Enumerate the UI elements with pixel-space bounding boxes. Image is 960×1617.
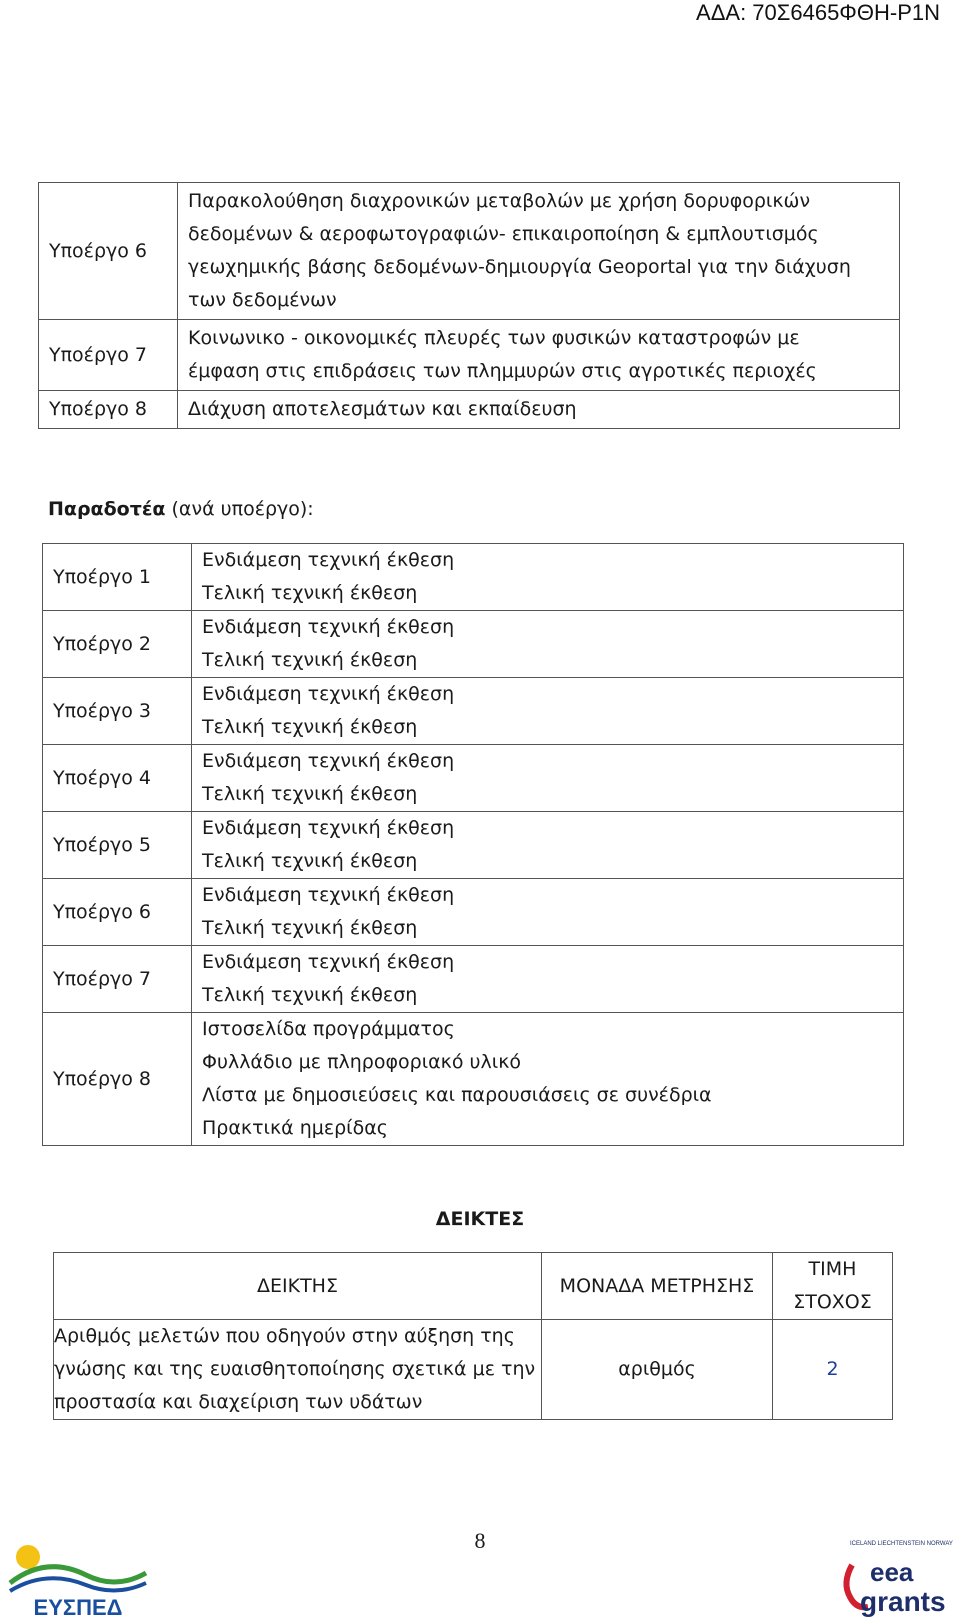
subproject-description <box>178 391 900 429</box>
unit-value: αριθμός <box>542 1320 773 1420</box>
page-number: 8 <box>474 1528 486 1553</box>
table-row <box>43 946 904 1013</box>
table-row <box>43 745 904 812</box>
description-line: δεδομένων & αεροφωτογραφιών- επικαιροποίηση & εμπλουτισμός <box>188 223 819 245</box>
subproject-label: Υποέργο 8 <box>39 391 178 429</box>
deliverable-item: Τελική τεχνική έκθεση <box>202 917 418 939</box>
deliverable-item: Πρακτικά ημερίδας <box>202 1117 388 1139</box>
table-row <box>39 320 900 391</box>
deliverable-items <box>192 745 904 812</box>
description-line: των δεδομένων <box>188 289 337 311</box>
description-line: έμφαση στις επιδράσεις των πλημμυρών στις αγροτικές περιοχές <box>188 360 817 382</box>
deliverables-heading <box>48 498 314 520</box>
subproject-description <box>178 320 900 391</box>
indicator-line: προστασία και διαχείριση των υδάτων <box>54 1391 423 1413</box>
deliverable-item: Ενδιάμεση τεχνική έκθεση <box>202 951 455 973</box>
deliverable-items <box>192 879 904 946</box>
indicator-header: ΔΕΙΚΤΗΣ <box>54 1253 542 1320</box>
deliverable-item: Ενδιάμεση τεχνική έκθεση <box>202 549 455 571</box>
table-row <box>43 611 904 678</box>
target-header-line: ΣΤΟΧΟΣ <box>793 1291 872 1313</box>
subproject-label: Υποέργο 8 <box>43 1013 192 1146</box>
subproject-label: Υποέργο 1 <box>43 544 192 611</box>
deliverables-heading-bold: Παραδοτέα <box>48 498 166 520</box>
subproject-label: Υποέργο 4 <box>43 745 192 812</box>
grants-text: grants <box>860 1586 946 1617</box>
deliverable-item: Ενδιάμεση τεχνική έκθεση <box>202 616 455 638</box>
deliverables-table <box>42 543 904 1146</box>
deliverable-items <box>192 812 904 879</box>
eea-grants-logo-icon <box>838 1535 958 1617</box>
deliverable-item: Τελική τεχνική έκθεση <box>202 716 418 738</box>
ada-header-code: ΑΔΑ: 70Σ6465ΦΘΗ-Ρ1Ν <box>696 0 940 25</box>
deliverable-item: Τελική τεχνική έκθεση <box>202 649 418 671</box>
deliverable-item: Ενδιάμεση τεχνική έκθεση <box>202 750 455 772</box>
table-row <box>43 812 904 879</box>
deliverable-item: Τελική τεχνική έκθεση <box>202 984 418 1006</box>
target-value: 2 <box>773 1320 893 1420</box>
table-row <box>43 544 904 611</box>
subprojects-table <box>38 182 900 429</box>
eea-countries-text: ICELAND LIECHTENSTEIN NORWAY <box>850 1541 953 1547</box>
table-row <box>39 391 900 429</box>
table-row <box>54 1320 893 1420</box>
deliverable-item: Τελική τεχνική έκθεση <box>202 850 418 872</box>
deliverable-items <box>192 544 904 611</box>
indicator-line: Αριθμός μελετών που οδηγούν στην αύξηση της <box>54 1325 515 1347</box>
eyspedlogo-icon <box>6 1535 151 1617</box>
deliverable-item: Τελική τεχνική έκθεση <box>202 783 418 805</box>
table-row <box>43 1013 904 1146</box>
table-row <box>39 183 900 320</box>
table-header-row <box>54 1253 893 1320</box>
subproject-label: Υποέργο 3 <box>43 678 192 745</box>
deliverable-item: Ενδιάμεση τεχνική έκθεση <box>202 817 455 839</box>
indicator-description <box>54 1320 542 1420</box>
deliverable-item: Τελική τεχνική έκθεση <box>202 582 418 604</box>
subproject-label: Υποέργο 5 <box>43 812 192 879</box>
deliverable-item: Λίστα με δημοσιεύσεις και παρουσιάσεις σε συνέδρια <box>202 1084 712 1106</box>
description-line: Κοινωνικο - οικονομικές πλευρές των φυσικών καταστροφών με <box>188 327 800 349</box>
subproject-label: Υποέργο 7 <box>43 946 192 1013</box>
unit-header: ΜΟΝΑΔΑ ΜΕΤΡΗΣΗΣ <box>542 1253 773 1320</box>
deliverable-item: Ενδιάμεση τεχνική έκθεση <box>202 884 455 906</box>
subproject-label: Υποέργο 6 <box>43 879 192 946</box>
eyspedlogo-text: ΕΥΣΠΕΔ <box>33 1595 123 1617</box>
subproject-label: Υποέργο 6 <box>39 183 178 320</box>
deliverable-items <box>192 946 904 1013</box>
description-line: Διάχυση αποτελεσμάτων και εκπαίδευση <box>188 398 577 420</box>
indicators-title: ΔΕΙΚΤΕΣ <box>435 1208 525 1230</box>
deliverable-item: Ιστοσελίδα προγράμματος <box>202 1018 455 1040</box>
subproject-label: Υποέργο 2 <box>43 611 192 678</box>
eea-text: eea <box>870 1557 914 1587</box>
deliverable-items <box>192 1013 904 1146</box>
target-header <box>773 1253 893 1320</box>
deliverable-items <box>192 678 904 745</box>
subproject-description <box>178 183 900 320</box>
indicators-table <box>53 1252 893 1420</box>
deliverables-heading-rest: (ανά υποέργο): <box>165 498 314 520</box>
deliverable-items <box>192 611 904 678</box>
subproject-label: Υποέργο 7 <box>39 320 178 391</box>
description-line: Παρακολούθηση διαχρονικών μεταβολών με χρήση δορυφορικών <box>188 190 811 212</box>
table-row <box>43 879 904 946</box>
target-header-line: ΤΙΜΗ <box>808 1258 857 1280</box>
table-row <box>43 678 904 745</box>
indicator-line: γνώσης και της ευαισθητοποίησης σχετικά με την <box>54 1358 536 1380</box>
deliverable-item: Φυλλάδιο με πληροφοριακό υλικό <box>202 1051 522 1073</box>
deliverable-item: Ενδιάμεση τεχνική έκθεση <box>202 683 455 705</box>
sun-icon <box>16 1545 40 1569</box>
description-line: γεωχημικής βάσης δεδομένων-δημιουργία Geoportal για την διάχυση <box>188 256 851 278</box>
